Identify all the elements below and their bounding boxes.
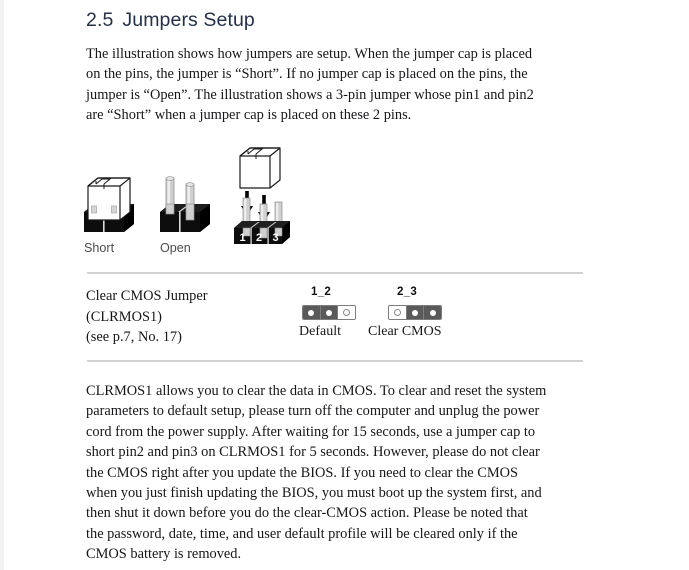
default-jumper-graphic [302,305,356,320]
short-jumper-caption: Short [84,241,115,255]
clear-cmos-jumper-graphic [388,305,442,320]
jumper-illustration-row [0,138,689,263]
jumper-dot-icon [430,310,436,316]
jumper-dot-icon [308,310,314,316]
divider-rule-top [87,272,583,274]
three-pin-jumper-illustration [228,140,296,252]
default-pins-title: 1_2 [311,286,332,298]
pin-number-2: 2 [256,232,263,244]
clear-cmos-jumper-cell-1 [389,306,407,319]
jumper-dot-icon [412,310,418,316]
short-jumper-cap [88,178,130,220]
default-jumper-cell-2 [321,306,339,319]
jumper-dot-icon [394,309,401,316]
clear-cmos-jumper-cell-3 [424,306,441,319]
jumper-dot-icon [326,310,332,316]
clear-cmos-label [86,286,208,348]
open-jumper-illustration [156,172,218,234]
default-jumper-cell-3 [338,306,355,319]
open-jumper-caption: Open [160,241,191,255]
pin-number-1: 1 [239,232,246,244]
heading-section-number: 2.5 [86,9,114,31]
jumper-dot-icon [343,309,350,316]
clear-cmos-jumper-cell-2 [407,306,425,319]
clear-cmos-label-line-3: (see p.7, No. 17) [86,329,182,346]
default-caption: Default [299,324,341,339]
page-left-edge [0,0,4,570]
short-jumper-illustration [80,172,142,234]
clear-cmos-block [0,286,689,354]
short-pin-2 [112,206,117,213]
divider-rule-bottom [87,360,583,362]
page-heading [86,9,255,32]
default-jumper-cell-1 [303,306,321,319]
clear-cmos-label-line-1: Clear CMOS Jumper [86,288,208,304]
three-pin-jumper-cap [240,148,280,188]
clear-cmos-label-line-2: (CLRMOS1) [86,308,162,325]
clear-cmos-caption: Clear CMOS [368,324,442,339]
intro-paragraph: The illustration shows how jumpers are setup. When the jumper cap is placed on the pins, the jumper is “Short”. If no jumper cap is placed on the pins, the jumper is “Open”. The illustration shows a 3-pin jumper whose pin1 and pin2 are “Short” when a jumper cap is placed on these 2 pins. [86,46,534,124]
clear-cmos-pins-title: 2_3 [397,286,418,298]
pin-number-3: 3 [272,232,279,244]
clear-cmos-paragraph: CLRMOS1 allows you to clear the data in CMOS. To clear and reset the system parameters to default setup, please turn off the computer and unplug the power cord from the power supply. After waiting for 15 seconds, use a jumper cap to short pin2 and pin3 on CLRMOS1 for 5 seconds. However, please do not clear the CMOS right after you update the BIOS. If you need to clear the CMOS when you just finish updating the BIOS, you must boot up the system first, and then shut it down before you do the clear-CMOS action. Please be noted that the password, date, time, and user default profile will be cleared only if the CMOS battery is removed. [86,383,547,563]
heading-title: Jumpers Setup [122,9,255,31]
short-pin-1 [92,206,97,213]
